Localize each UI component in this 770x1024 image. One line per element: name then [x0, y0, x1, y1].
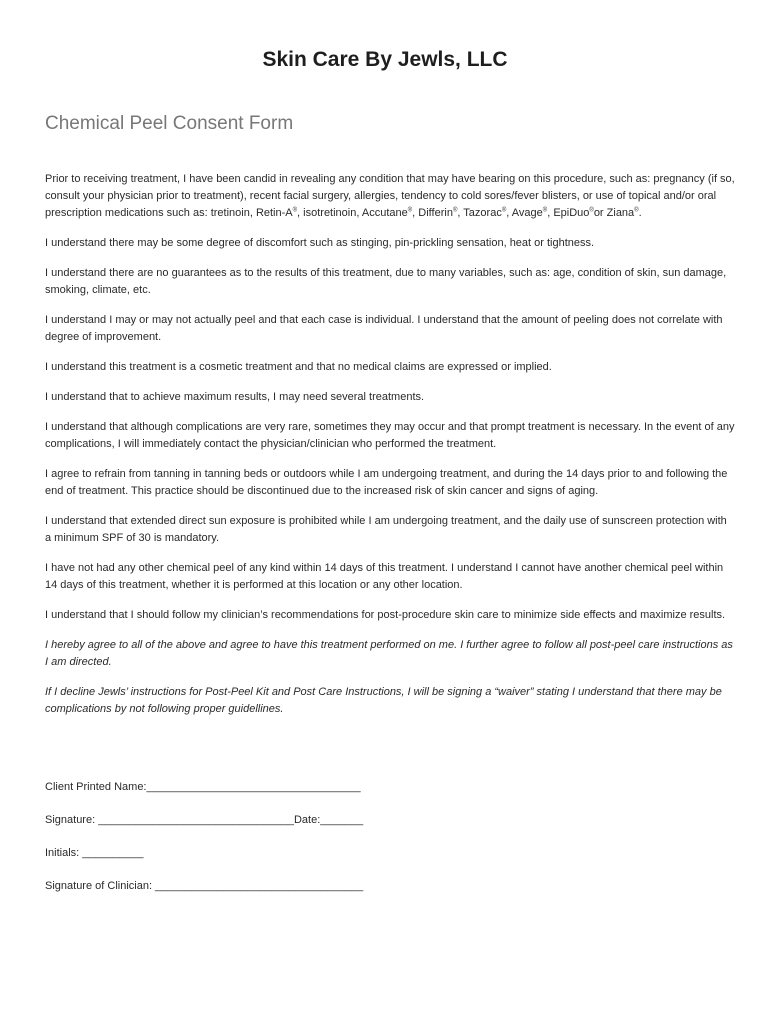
paragraph-medications: Prior to receiving treatment, I have been candid in revealing any condition that may have bearing on this procedure, such as: pregnancy (if so, consult your physician prior to treatment), recent facial surgery, allergies, tendency to cold sores/fever blisters, or use of topical and/or oral prescription medications such as: tretinoin, Retin-A®, isotretinoin, Accutane®, Differin®, Tazorac®, Avage®, EpiDuo®or Ziana®.	[45, 173, 735, 219]
paragraph-post-care: I understand that I should follow my clinician’s recommendations for post-procedure skin care to minimize side effects and maximize results.	[45, 609, 726, 621]
initials-field[interactable]: Initials: __________	[45, 847, 144, 859]
clinician-signature-field[interactable]: Signature of Clinician: __________________________________	[45, 880, 364, 892]
paragraph-peeling: I understand I may or may not actually peel and that each case is individual. I understand that the amount of peeling does not correlate with degree of improvement.	[45, 314, 723, 343]
paragraph-sun-exposure: I understand that extended direct sun exposure is prohibited while I am undergoing treatment, and the daily use of sunscreen protection with a minimum SPF of 30 is mandatory.	[45, 515, 727, 544]
consent-body	[45, 171, 735, 731]
paragraph-several-treatments: I understand that to achieve maximum results, I may need several treatments.	[45, 391, 425, 403]
signature-section	[45, 779, 363, 911]
paragraph-cosmetic: I understand this treatment is a cosmetic treatment and that no medical claims are expressed or implied.	[45, 361, 552, 373]
paragraph-discomfort: I understand there may be some degree of discomfort such as stinging, pin-prickling sensation, heat or tightness.	[45, 237, 595, 249]
form-title: Chemical Peel Consent Form	[45, 113, 294, 134]
client-name-field[interactable]: Client Printed Name:___________________________________	[45, 781, 361, 793]
paragraph-tanning: I agree to refrain from tanning in tanning beds or outdoors while I am undergoing treatment, and during the 14 days prior to and following the end of treatment. This practice should be discontinued due to the increased risk of skin cancer and signs of aging.	[45, 468, 728, 497]
paragraph-other-peels: I have not had any other chemical peel of any kind within 14 days of this treatment. I understand I cannot have another chemical peel within 14 days of this treatment, whether it is performed at this location or any other location.	[45, 562, 724, 591]
page-title: Skin Care By Jewls, LLC	[262, 48, 508, 71]
paragraph-agreement: I hereby agree to all of the above and agree to have this treatment performed on me. I further agree to follow all post-peel care instructions as I am directed.	[45, 639, 733, 668]
paragraph-complications: I understand that although complications are very rare, sometimes they may occur and that prompt treatment is necessary. In the event of any complications, I will immediately contact the physician/clinician who performed the treatment.	[45, 421, 735, 450]
signature-date-field[interactable]: Signature: ________________________________Date:_______	[45, 814, 364, 826]
paragraph-waiver: If I decline Jewls’ instructions for Post-Peel Kit and Post Care Instructions, I will be signing a “waiver” stating I understand that there may be complications by not following proper guidellines.	[45, 686, 722, 715]
paragraph-no-guarantees: I understand there are no guarantees as to the results of this treatment, due to many variables, such as: age, condition of skin, sun damage, smoking, climate, etc.	[45, 267, 727, 296]
